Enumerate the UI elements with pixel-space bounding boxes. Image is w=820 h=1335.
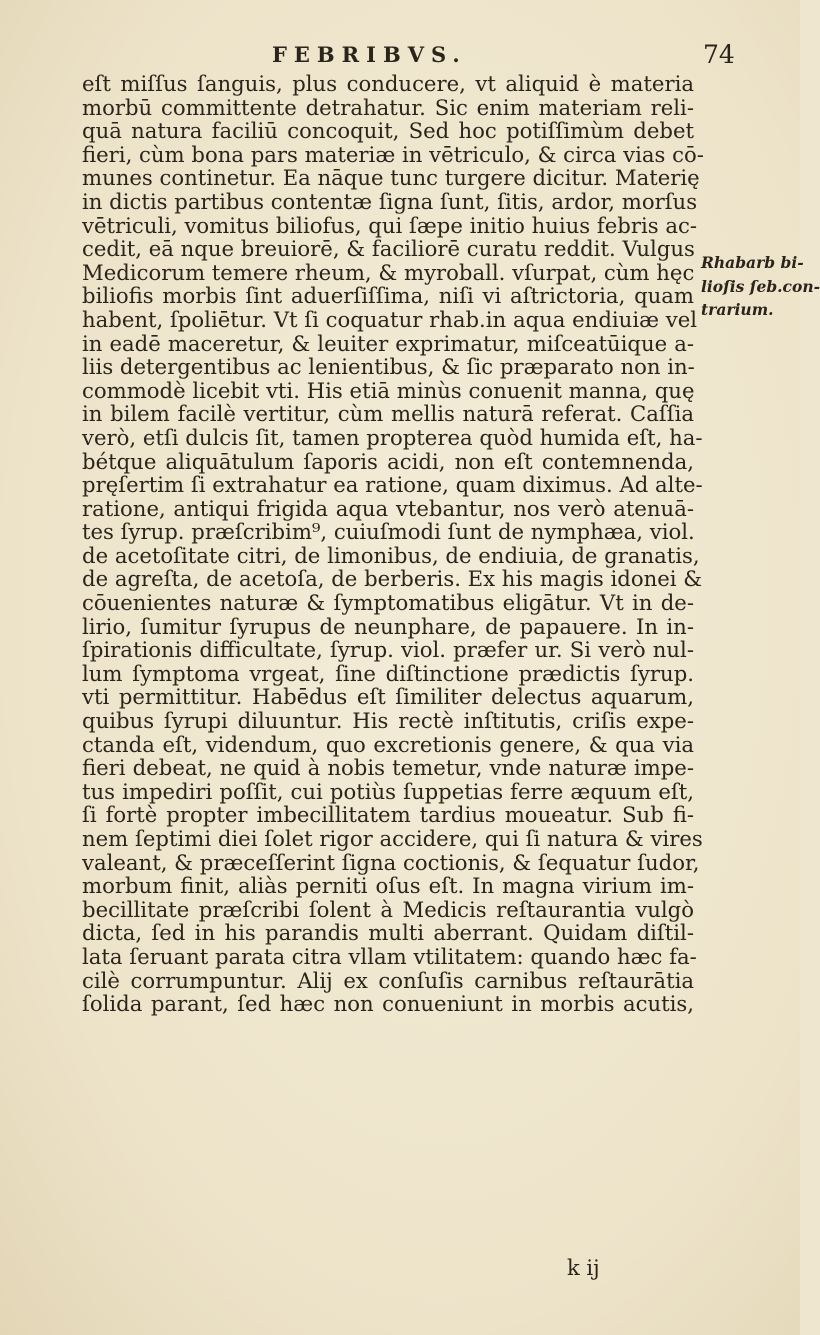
text-line: biliofis morbis ſint aduerſiſſima, niſi vi aſtrictoria, quam: [82, 283, 694, 309]
running-title: FEBRIBVS.: [272, 42, 467, 67]
text-line: de acetoſitate citri, de limonibus, de endiuia, de granatis,: [82, 542, 700, 568]
text-line: morbū committente detrahatur. Sic enim materiam reli-: [82, 94, 694, 120]
text-line: lata ſeruant parata citra vllam vtilitatem: quando hæc fa-: [82, 943, 697, 969]
text-line: de agreſta, de acetoſa, de berberis. Ex his magis idonei &: [82, 566, 703, 592]
text-line: in eadē maceretur, & leuiter exprimatur, miſceatūique a-: [82, 330, 694, 356]
text-line: quā natura faciliū concoquit, Sed hoc potiſſimùm debet: [82, 118, 694, 144]
text-line: ctanda eſt, videndum, quo excretionis genere, & qua via: [82, 731, 694, 757]
text-line: becillitate præſcribi ſolent à Medicis reſtaurantia vulgò: [82, 896, 694, 922]
text-line: in bilem facilè vertitur, cùm mellis naturā referat. Caſſia: [82, 401, 694, 427]
text-line: fieri debeat, ne quid à nobis temetur, vnde naturæ impe-: [82, 755, 694, 781]
text-line: morbum finit, aliàs perniti oſus eſt. In magna virium im-: [82, 873, 694, 899]
text-line: liis detergentibus ac lenientibus, & ſic præparato non in-: [82, 354, 695, 380]
text-line: tus impediri poſſit, cui potiùs ſuppetias ferre æquum eſt,: [82, 778, 694, 804]
text-line: dicta, ſed in his parandis multi aberrant. Quidam diſtil-: [82, 920, 694, 946]
text-line: ſi fortè propter imbecillitatem tardius moueatur. Sub fi-: [82, 802, 694, 828]
text-line: ſolida parant, ſed hæc non conueniunt in morbis acutis,: [82, 991, 694, 1017]
text-line: ſpirationis difficultate, ſyrup. viol. præfer ur. Si verò nul-: [82, 637, 694, 663]
text-line: bétque aliquātulum ſaporis acidi, non eſt contemnenda,: [82, 448, 694, 474]
text-line: pręſertim ſi extrahatur ea ratione, quam diximus. Ad alte-: [82, 472, 703, 498]
text-line: tes ſyrup. præſcribim⁹, cuiuſmodi ſunt de nymphæa, viol.: [82, 519, 695, 545]
text-line: valeant, & præceſſerint ſigna coctionis, & ſequatur ſudor,: [82, 849, 700, 875]
text-line: ratione, antiqui frigida aqua vtebantur, nos verò atenuā-: [82, 495, 694, 521]
text-line: munes continetur. Ea nāque tunc turgere dicitur. Materię: [82, 165, 700, 191]
page-header: [0, 34, 800, 74]
text-line: habent, ſpoliētur. Vt ſi coquatur rhab.in aqua endiuiæ vel: [82, 306, 698, 332]
marginal-note-line: Rhabarb bi-: [701, 253, 804, 272]
text-line: Medicorum temere rheum, & myroball. vſurpat, cùm hęc: [82, 259, 695, 285]
text-line: vētriculi, vomitus biliofus, qui ſæpe initio huius febris ac-: [82, 212, 698, 238]
marginal-note: [701, 251, 820, 322]
text-line: eſt miſſus ſanguis, plus conducere, vt aliquid è materia: [82, 71, 694, 96]
text-line: lirio, ſumitur ſyrupus de neunphare, de papauere. In in-: [82, 613, 694, 639]
page-number: 74: [703, 40, 735, 69]
text-line: verò, etſi dulcis ſit, tamen propterea quòd humida eſt, ha-: [82, 424, 703, 450]
text-line: fieri, cùm bona pars materiæ in vētriculo, & circa vias cō-: [82, 141, 704, 167]
text-line: cedit, eā nque breuiorē, & faciliorē curatu reddit. Vulgus: [82, 236, 695, 262]
signature-mark: k ij: [567, 1256, 600, 1280]
text-line: in dictis partibus contentæ ſigna ſunt, ſitis, ardor, morſus: [82, 188, 698, 214]
text-line: nem ſeptimi diei ſolet rigor accidere, qui ſi natura & vires: [82, 826, 703, 851]
text-line: cilè corrumpuntur. Alij ex conſuſis carnibus reſtaurātia: [82, 967, 694, 993]
marginal-note-line: trarium.: [701, 300, 774, 320]
text-line: lum ſymptoma vrgeat, ſine diſtinctione prædictis ſyrup.: [82, 660, 694, 686]
text-line: commodè licebit vti. His etiā minùs conuenit manna, quę: [82, 377, 695, 403]
text-line: vti permittitur. Habēdus eſt ſimiliter delectus aquarum,: [82, 684, 694, 710]
text-line: quibus ſyrupi diluuntur. His rectè inſtitutis, criſis expe-: [82, 708, 694, 734]
marginal-note-line: lioſis ſeb.con-: [701, 276, 820, 296]
body-text: [82, 71, 704, 1017]
text-line: cōuenientes naturæ & ſymptomatibus eligātur. Vt in de-: [82, 590, 694, 616]
